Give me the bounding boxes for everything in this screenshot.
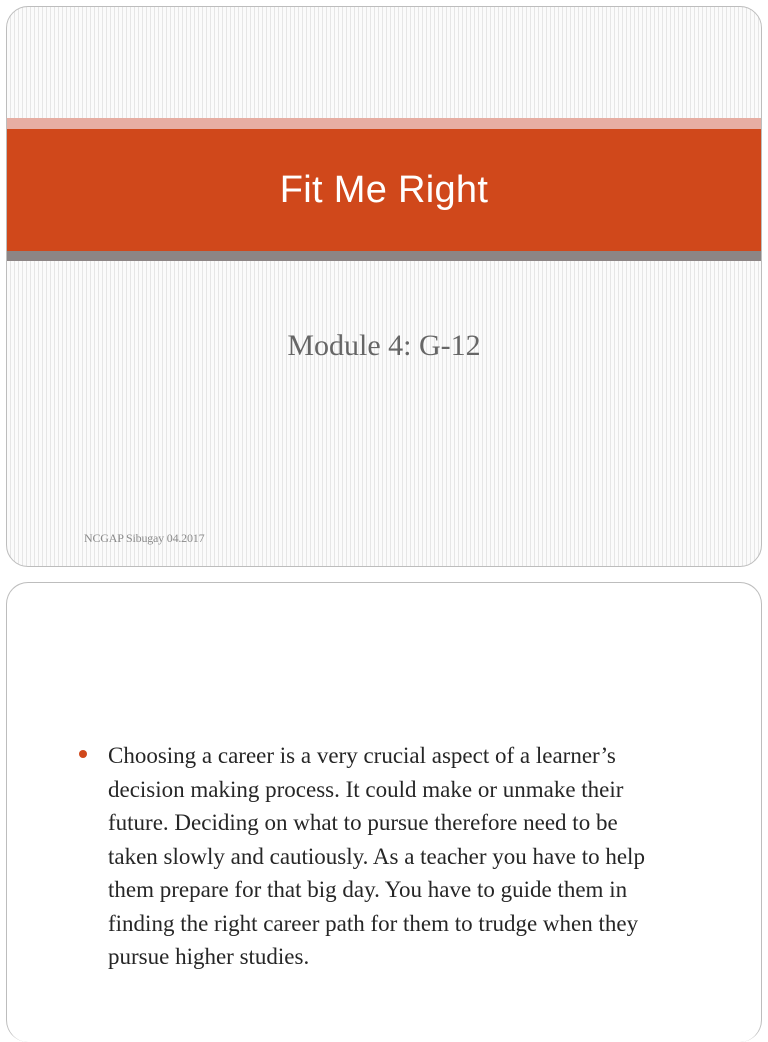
title-band (7, 129, 761, 251)
slide-title: Fit Me Right (279, 168, 489, 211)
title-band-bottom-stripe (7, 251, 761, 261)
slide-footer: NCGAP Sibugay 04.2017 (84, 531, 205, 545)
content-slide (6, 582, 762, 1042)
bullet-dot-icon (79, 750, 87, 758)
slide-subtitle: Module 4: G-12 (287, 329, 481, 362)
title-band-top-stripe (7, 118, 761, 129)
title-slide (6, 6, 762, 567)
bullet-text: Choosing a career is a very crucial aspect of a learner’s decision making process. It could make or unmake their future. Deciding on what to pursue therefore need to be taken slowly and cautiously. As a teacher you have to help them prepare for that big day. You have to guide them in finding the right career path for them to trudge when they pursue higher studies. (108, 743, 645, 969)
